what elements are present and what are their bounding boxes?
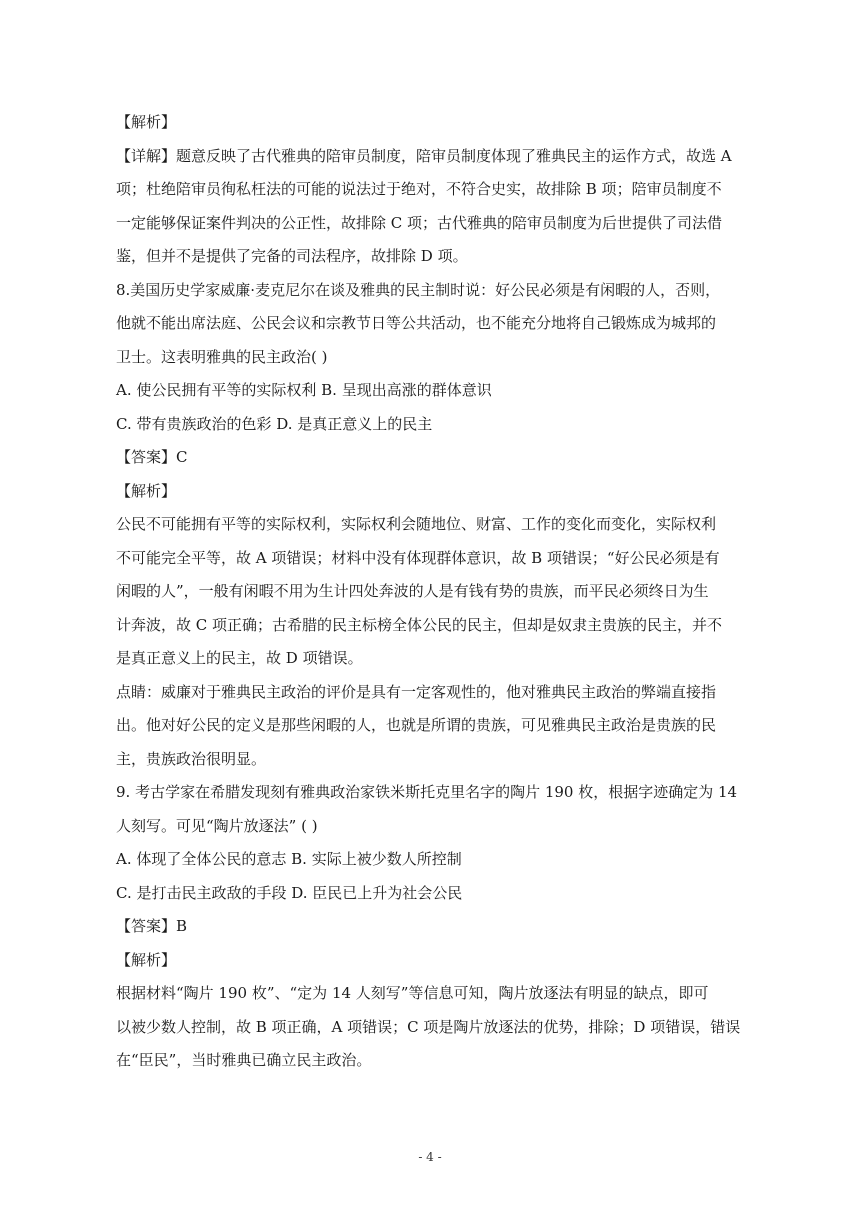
- question-9-options: C. 是打击民主政敌的手段 D. 臣民已上升为社会公民: [116, 883, 463, 902]
- analysis-label: 【解析】: [116, 481, 177, 500]
- text-line: 不可能完全平等，故 A 项错误；材料中没有体现群体意识，故 B 项错误；“好公民必须是有: [116, 548, 720, 567]
- text-line: 在“臣民”，当时雅典已确立民主政治。: [116, 1051, 372, 1069]
- text-line: 一定能够保证案件判决的公正性，故排除 C 项；古代雅典的陪审员制度为后世提供了司法借: [116, 213, 723, 232]
- question-8-options: A. 使公民拥有平等的实际权利 B. 呈现出高涨的群体意识: [116, 381, 492, 399]
- text-line: 公民不可能拥有平等的实际权利，实际权利会随地位、财富、工作的变化而变化，实际权利: [116, 515, 717, 533]
- answer-label: 【答案】B: [116, 917, 188, 935]
- text-line: 计奔波，故 C 项正确；古希腊的民主标榜全体公民的民主，但却是奴隶主贵族的民主，并不: [116, 615, 723, 634]
- text-line: 是真正意义上的民主，故 D 项错误。: [116, 649, 363, 667]
- question-9-options: A. 体现了全体公民的意志 B. 实际上被少数人所控制: [116, 850, 462, 868]
- text-line: 根据材料“陶片 190 枚”、“定为 14 人刻写”等信息可知，陶片放逐法有明显的缺点，即可: [116, 984, 709, 1002]
- question-8-stem: 卫士。这表明雅典的民主政治( ): [116, 347, 328, 366]
- question-9-stem: 9. 考古学家在希腊发现刻有雅典政治家铁米斯托克里名字的陶片 190 枚，根据字迹确定为 14: [116, 783, 738, 801]
- text-line: 以被少数人控制，故 B 项正确，A 项错误；C 项是陶片放逐法的优势，排除；D 项错误，错误: [116, 1017, 741, 1036]
- text-line: 鉴，但并不是提供了完备的司法程序，故排除 D 项。: [116, 247, 468, 265]
- text-line: 点睛：威廉对于雅典民主政治的评价是具有一定客观性的，他对雅典民主政治的弊端直接指: [116, 682, 717, 701]
- question-8-options: C. 带有贵族政治的色彩 D. 是真正意义上的民主: [116, 414, 433, 433]
- page-body: [116, 106, 748, 1078]
- analysis-label: 【解析】: [116, 950, 177, 969]
- question-8-stem: 8.美国历史学家威廉·麦克尼尔在谈及雅典的民主制时说：好公民必须是有闲暇的人，否则，: [116, 280, 721, 299]
- question-8-stem: 他就不能出席法庭、公民会议和宗教节日等公共活动，也不能充分地将自己锻炼成为城邦的: [116, 314, 717, 332]
- text-line: 主，贵族政治很明显。: [116, 749, 267, 768]
- text-line: 【详解】题意反映了古代雅典的陪审员制度，陪审员制度体现了雅典民主的运作方式，故选 A: [116, 146, 732, 165]
- question-9-stem: 人刻写。可见“陶片放逐法” ( ): [116, 816, 318, 835]
- page-number: - 4 -: [418, 1150, 442, 1164]
- text-line: 项；杜绝陪审员徇私枉法的可能的说法过于绝对，不符合史实，故排除 B 项；陪审员制度不: [116, 180, 722, 198]
- text-line: 闲暇的人”，一般有闲暇不用为生计四处奔波的人是有钱有势的贵族，而平民必须终日为生: [116, 582, 709, 600]
- answer-label: 【答案】C: [116, 448, 188, 466]
- text-line: 【解析】: [116, 113, 177, 131]
- text-line: 出。他对好公民的定义是那些闲暇的人，也就是所谓的贵族，可见雅典民主政治是贵族的民: [116, 716, 717, 734]
